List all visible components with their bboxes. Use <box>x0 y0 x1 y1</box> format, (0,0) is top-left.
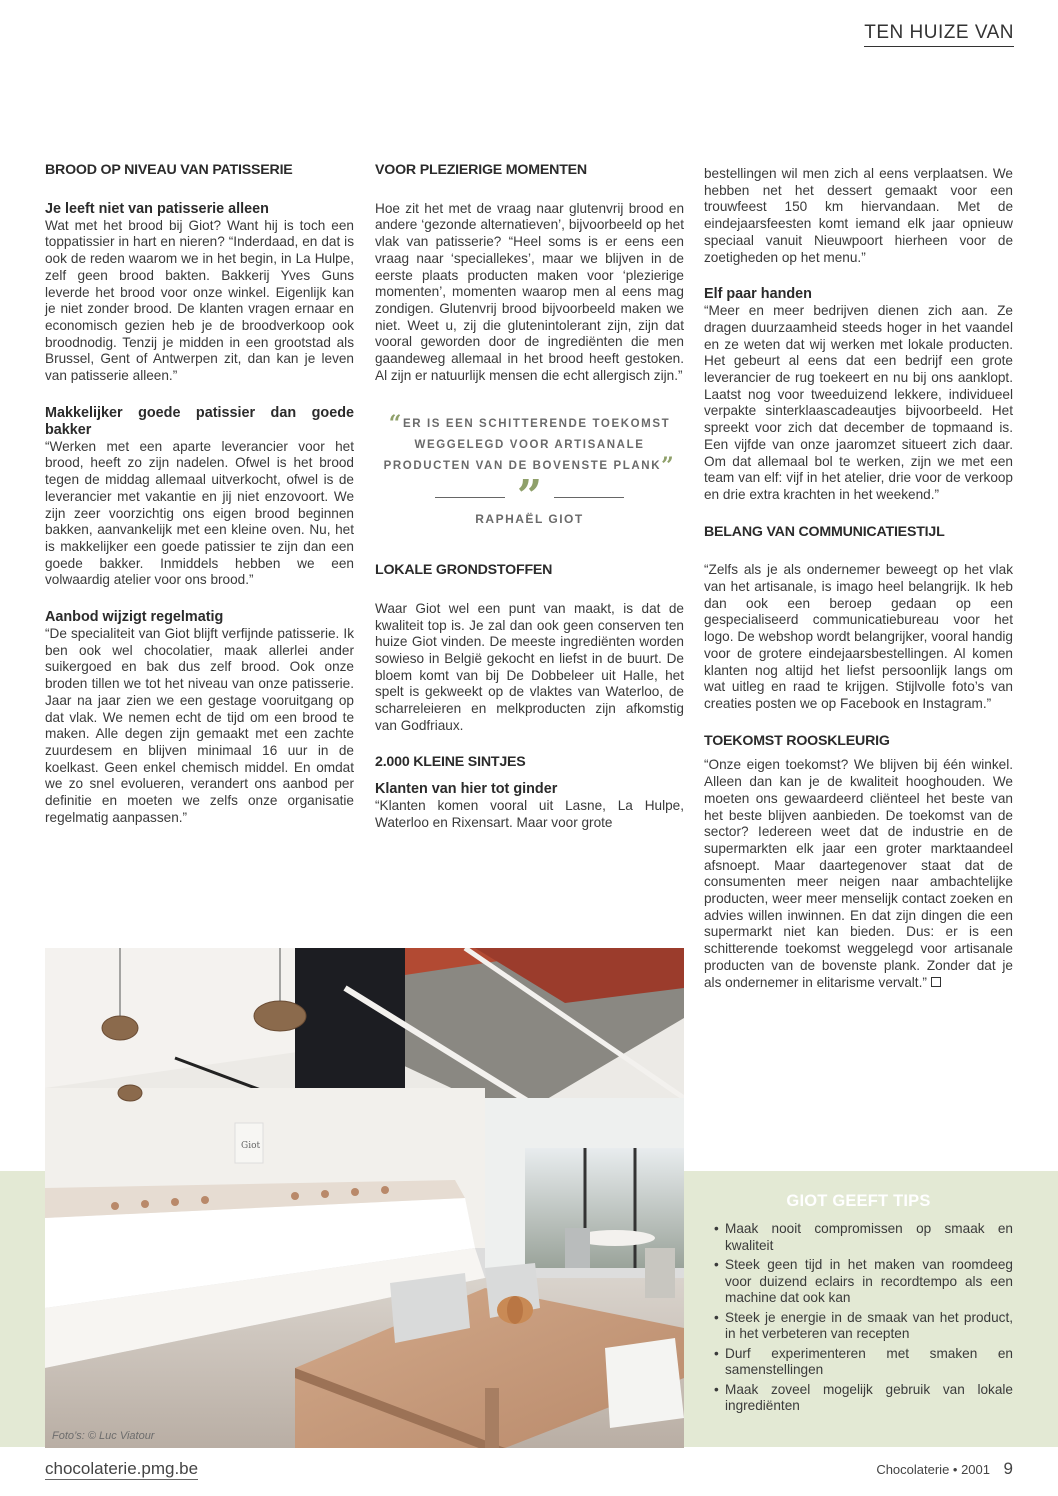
list-item: • Steek je energie in de smaak van het product, in het verbeteren van recepten <box>704 1310 1013 1343</box>
quote-author: RAPHAËL GIOT <box>475 512 584 527</box>
heading-brood: BROOD OP NIVEAU VAN PATISSERIE <box>45 162 293 178</box>
subheading-klanten: Klanten van hier tot ginder <box>375 781 558 798</box>
shop-interior-photo <box>45 948 684 1448</box>
pull-quote-text: ER IS EEN SCHITTERENDE TOEKOMST WEGGELEGD VOOR ARTISANALE PRODUCTEN VAN DE BOVENSTE PLANK <box>383 418 671 473</box>
end-mark-icon <box>931 977 941 987</box>
list-item: • Steek geen tijd in het maken van roomdeeg voor duizend eclairs in recordtempo als een machine dat ook kan <box>704 1257 1013 1307</box>
paragraph: bestellingen wil men zich al eens verplaatsen. We hebben net het dessert gemaakt voor een trouwfeest 150 km hiervandaan. Met de eindejaarsfeesten komt iemand elk jaar opnieuw speciaal vanuit Nieuwpoort hierheen voor de zoetigheden op het menu.” <box>704 166 1013 265</box>
paragraph: Wat met het brood bij Giot? Want hij is toch een toppatissier in hart en nieren? “Inderdaad, en dat is ook de reden waarom we in het begin, in La Hulpe, zelf geen brood bakten. Bakkerij Yves Guns leverde het brood voor onze winkel. Eigenlijk kan je niet zonder brood. De klanten vragen ernaar en economisch gezien heb je de broodverkoop ook broodnodig. Tenzij je midden in een grootstad als Brussel, Gent of Antwerpen zit, dan kan je leven van patisserie alleen.” <box>45 217 354 384</box>
heading-grondstoffen: LOKALE GRONDSTOFFEN <box>375 562 553 579</box>
tips-list <box>704 1221 1013 1415</box>
subheading-patisserie-alleen: Je leeft niet van patisserie alleen <box>45 200 269 217</box>
sign-text: Giot <box>241 1141 261 1151</box>
page-number: 9 <box>1003 1459 1013 1478</box>
paragraph: “Klanten komen vooral uit Lasne, La Hulpe, Waterloo en Rixensart. Maar voor grote <box>375 798 684 830</box>
paragraph: “Werken met een aparte leverancier voor het brood, heeft zo zijn nadelen. Ofwel is het brood tegen de middag allemaal uitverkocht, ofwel is de leverancier met vakantie en jij niet enzovoort. We zijn zeer voorzichtig ons eigen brood beginnen bakken, aanvankelijk met een kleine oven. Nu, het is makkelijker een goede patissier te zijn dan een goede bakker. Inmiddels hebben we een volwaardig atelier voor ons brood.” <box>45 438 354 588</box>
subheading-aanbod: Aanbod wijzigt regelmatig <box>45 609 224 626</box>
column-1 <box>45 162 354 827</box>
tips-title: GIOT GEEFT TIPS <box>786 1192 931 1210</box>
footer-website-link[interactable]: chocolaterie.pmg.be <box>45 1459 199 1478</box>
section-tag: TEN HUIZE VAN <box>864 22 1014 47</box>
list-item: • Maak nooit compromissen op smaak en kwaliteit <box>704 1221 1013 1254</box>
footer-magazine: Chocolaterie • 2001 <box>876 1462 990 1477</box>
paragraph: Waar Giot wel een punt van maakt, is dat de kwaliteit top is. Je zal dan ook geen conserven ten huize Giot vinden. De meeste ingrediënten worden sowieso in België gekocht en liefst in de buurt. De bloem komt van bij De Dobbeleer uit Halle, het spelt is gekweekt op de vlaktes van Waterloo, de scharreleieren en melkproducten zijn afkomstig van Godfriaux. <box>375 600 684 733</box>
subheading-makkelijker: Makkelijker goede patissier dan goede bakker <box>45 404 354 438</box>
subheading-elf-paar-handen: Elf paar handen <box>704 286 812 303</box>
paragraph: “Zelfs als je als ondernemer beweegt op het vlak van het artisanale, is imago heel belangrijk. Ik heb dan ook een beroep gedaan op een gespecialiseerd communicatiebureau voor het logo. De webshop wordt belangrijker, vooral handig voor de grotere eindejaarsbestellingen. Al komen klanten nog altijd het liefst persoonlijk langs om wat uitleg en raad te krijgen. Stijlvolle foto’s van creaties posten we op Facebook en Instagram.” <box>704 562 1013 711</box>
pull-quote <box>375 411 684 528</box>
tips-box <box>704 1186 1013 1418</box>
column-3 <box>704 166 1013 991</box>
photo-credit: Foto’s: © Luc Viatour <box>52 1430 155 1442</box>
paragraph: “De specialiteit van Giot blijft verfijnde patisserie. Ik ben ook wel chocolatier, maak allerlei ander suikergoed en bak dus zelf brood. Ook onze broden tillen we tot het niveau van onze patisserie. Jaar na jaar zien we een gestage vooruitgang op dat vlak. We nemen echt de tijd om een brood te maken. Alle degen zijn gemaakt met een zachte zuurdesem en blijven minimaal 16 uur in de koelkast. Geen enkel chemisch middel. En omdat we zo snel evolueren, verandert ons aanbod per definitie en moeten we zelfs onze organisatie regelmatig aanpassen.” <box>45 626 354 825</box>
open-quote-icon: “ <box>388 411 403 438</box>
paragraph: “Onze eigen toekomst? We blijven bij één winkel. Alleen dan kan je de kwaliteit hooghouden. We moeten ons gewaardeerd cliënteel het beste van het beste blijven aanbieden. De toekomst van de sector? Iedereen weet dat de industrie en de supermarkten elk jaar een groter marktaandeel afsnoept. Maar daartegenover staat dat de consumenten meer neigen naar ambachtelijke producten, weer meer menselijk contact zoeken en advies willen inwinnen. En dat zijn dingen die een supermarkt niet kan bieden. Dus: er is een schitterende toekomst weggelegd voor artisanale producten van de bovenste plank. Zonder dat je als ondernemer in elitarisme vervalt.” <box>704 757 1013 990</box>
paragraph: Hoe zit het met de vraag naar glutenvrij brood en andere ‘gezonde alternatieven’, bijvoorbeeld op het vlak van patisserie? “Heel soms is er eens een vraag naar ‘speciallekes’, maar we blijven in de eerste plaats producten maken voor ‘plezierige momenten’, momenten waarop men al eens mag zondigen. Glutenvrij brood bijvoorbeeld maken we niet. Weet u, zij die glutenintolerant zijn, zijn dat vooral geworden door de ingrediënten die men gaandeweg allemaal in het brood heeft gestoken. Al zijn er natuurlijk mensen die echt allergisch zijn.” <box>375 200 684 383</box>
list-item: • Durf experimenteren met smaken en samenstellingen <box>704 1346 1013 1379</box>
heading-sintjes: 2.000 KLEINE SINTJES <box>375 754 526 771</box>
close-quote-icon: ” <box>661 453 676 480</box>
heading-momenten: VOOR PLEZIERIGE MOMENTEN <box>375 162 587 178</box>
quote-mark-icon: ” <box>516 471 543 523</box>
heading-communicatiestijl: BELANG VAN COMMUNICATIESTIJL <box>704 523 945 540</box>
column-2 <box>375 162 684 832</box>
heading-toekomst: TOEKOMST ROOSKLEURIG <box>704 732 890 749</box>
list-item: • Maak zoveel mogelijk gebruik van lokale ingrediënten <box>704 1382 1013 1415</box>
paragraph: “Meer en meer bedrijven dienen zich aan. Ze dragen duurzaamheid steeds hoger in het vaandel en ze weten dat wij werken met lokale producten. Het gebeurt al eens dat een bedrijf een grote leverancier de rug toekeert en nu bij ons aanklopt. Laatst nog voor tweeduizend lekkere, individueel verpakte sinterklaascadeautjes bijvoorbeeld. Het spreekt voor zich dat december de topmaand is. Een vijfde van onze jaaromzet situeert zich daar. Om dat allemaal bol te werken, zijn we met een team van elf: vijf in het atelier, drie voor de verkoop en drie extra krachten in het weekend.” <box>704 303 1013 502</box>
